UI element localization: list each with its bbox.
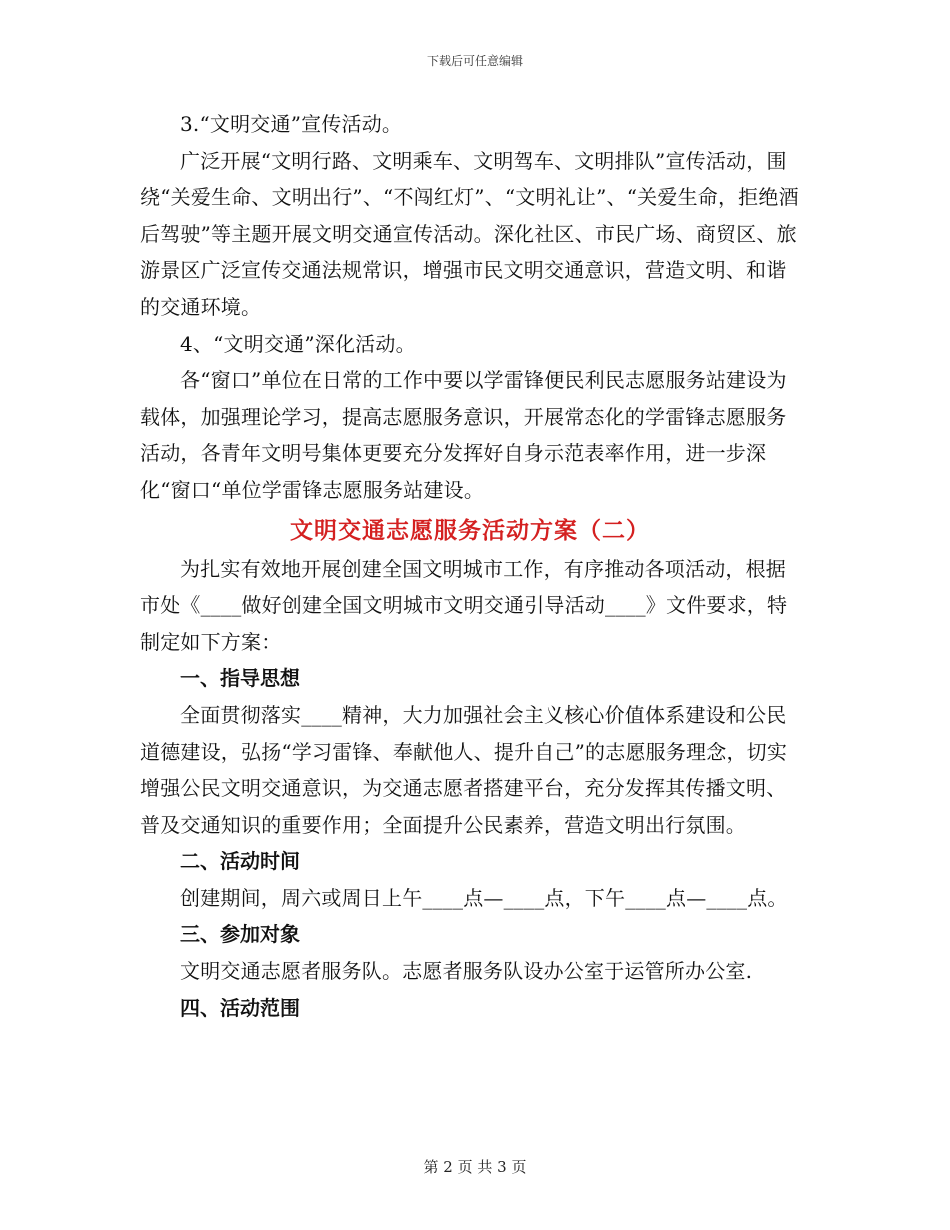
part-2-body: 创建期间，周六或周日上午____点—____点，下午____点—____点。: [180, 885, 788, 910]
part-3-body: 文明交通志愿者服务队。志愿者服务队设办公室于运管所办公室.: [180, 959, 753, 984]
section-3-heading: 3.“文明交通”宣传活动。: [180, 112, 403, 136]
document-title: 文明交通志愿服务活动方案（二）: [290, 516, 650, 544]
document-body: [140, 106, 800, 1026]
intro-paragraph: 为扎实有效地开展创建全国文明城市工作，有序推动各项活动，根据市处《____做好创建全国文明城市文明交通引导活动____》文件要求，特制定如下方案：: [140, 556, 788, 654]
part-2-heading: 二、活动时间: [180, 849, 300, 874]
part-3-heading: 三、参加对象: [180, 922, 300, 947]
section-4-heading: 4、“文明交通”深化活动。: [180, 331, 416, 356]
page-number: 第 2 页 共 3 页: [423, 1158, 527, 1176]
section-3-body: 广泛开展“文明行路、文明乘车、文明驾车、文明排队”宣传活动，围绕“关爱生命、文明出行”、“不闯红灯”、“文明礼让”、“关爱生命，拒绝酒后驾驶”等主题开展文明交通宣传活动。深化社区、市民广场、商贸区、旅游景区广泛宣传交通法规常识，增强市民文明交通意识，营造文明、和谐的交通环境。: [140, 148, 799, 319]
part-1-body: 全面贯彻落实____精神，大力加强社会主义核心价值体系建设和公民道德建设，弘扬“学习雷锋、奉献他人、提升自己”的志愿服务理念，切实增强公民文明交通意识，为交通志愿者搭建平台，充分发挥其传播文明、普及交通知识的重要作用；全面提升公民素养，营造文明出行氛围。: [140, 702, 788, 837]
page-header-note: 下载后可任意编辑: [426, 54, 523, 68]
part-1-heading: 一、指导思想: [180, 666, 300, 691]
section-4-body: 各“窗口”单位在日常的工作中要以学雷锋便民利民志愿服务站建设为载体，加强理论学习，提高志愿服务意识，开展常态化的学雷锋志愿服务活动，各青年文明号集体更要充分发挥好自身示范表率作用，进一步深化“窗口“单位学雷锋志愿服务站建设。: [140, 368, 787, 502]
part-4-heading: 四、活动范围: [180, 995, 300, 1020]
